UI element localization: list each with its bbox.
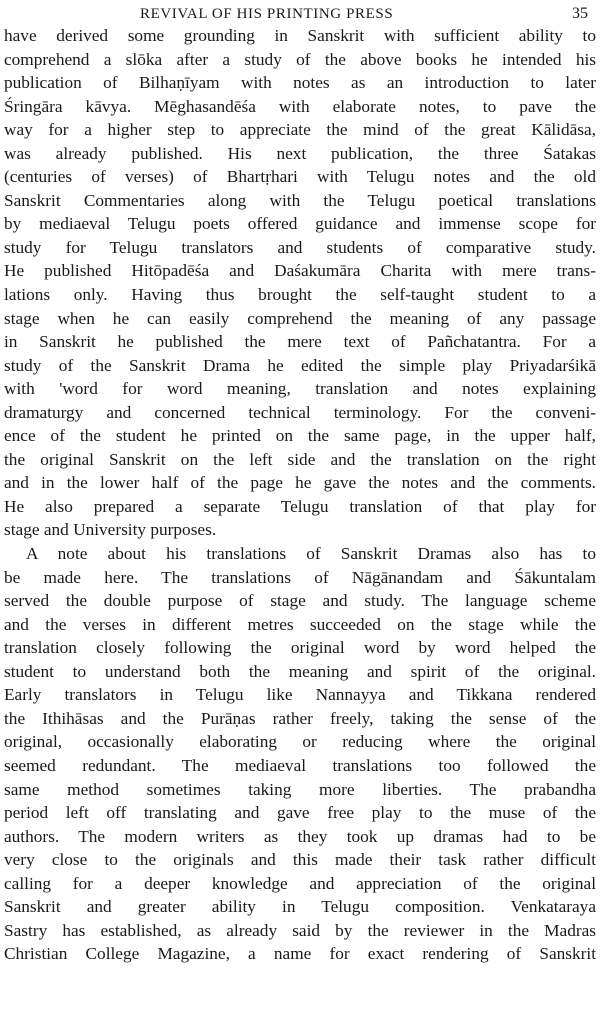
text-line: calling for a deeper knowledge and appreciation of the original bbox=[4, 873, 596, 893]
paragraph-end-line: stage and University purposes. bbox=[4, 520, 217, 540]
text-line: with 'word for word meaning, translation and notes explaining bbox=[4, 379, 596, 399]
text-line: original, occasionally elaborating or reducing where the original bbox=[4, 732, 596, 752]
text-line: Sastry has established, as already said by the reviewer in the Madras bbox=[4, 920, 596, 940]
body-text bbox=[4, 24, 596, 966]
paragraph-start-line: A note about his translations of Sanskrit Dramas also has to bbox=[26, 544, 596, 564]
text-line: Sanskrit and greater ability in Telugu composition. Venkataraya bbox=[4, 897, 596, 917]
text-line: Early translators in Telugu like Nannayya and Tikkana rendered bbox=[4, 685, 596, 705]
text-line: the original Sanskrit on the left side and the translation on the right bbox=[4, 449, 596, 469]
running-header bbox=[0, 4, 600, 26]
text-line: student to understand both the meaning and spirit of the original. bbox=[4, 661, 596, 681]
text-line: Śringāra kāvya. Mēghasandēśa with elaborate notes, to pave the bbox=[4, 96, 596, 116]
chapter-title: REVIVAL OF HIS PRINTING PRESS bbox=[140, 6, 394, 22]
text-line: the Ithihāsas and the Purāṇas rather freely, taking the sense of the bbox=[4, 708, 596, 728]
text-line: lations only. Having thus brought the self-taught student to a bbox=[4, 285, 596, 305]
text-line: be made here. The translations of Nāgānandam and Śākuntalam bbox=[4, 567, 596, 587]
text-line: served the double purpose of stage and study. The language scheme bbox=[4, 591, 596, 611]
text-line: in Sanskrit he published the mere text of Pañchatantra. For a bbox=[4, 332, 596, 352]
text-line: seemed redundant. The mediaeval translations too followed the bbox=[4, 755, 596, 775]
text-line: (centuries of verses) of Bhartṛhari with Telugu notes and the old bbox=[4, 167, 596, 187]
text-line: and in the lower half of the page he gave the notes and the comments. bbox=[4, 473, 596, 493]
text-line: He published Hitōpadēśa and Daśakumāra Charita with mere trans- bbox=[4, 261, 596, 281]
text-line: study of the Sanskrit Drama he edited the simple play Priyadarśikā bbox=[4, 355, 596, 375]
text-line: period left off translating and gave free play to the muse of the bbox=[4, 803, 596, 823]
text-line: Sanskrit Commentaries along with the Telugu poetical translations bbox=[4, 190, 596, 210]
page-number: 35 bbox=[572, 5, 588, 22]
text-line: ence of the student he printed on the same page, in the upper half, bbox=[4, 426, 596, 446]
text-line: was already published. His next publication, the three Śatakas bbox=[4, 143, 596, 163]
text-line: stage when he can easily comprehend the meaning of any passage bbox=[4, 308, 596, 328]
text-line: authors. The modern writers as they took up dramas had to be bbox=[4, 826, 596, 846]
text-line: comprehend a slōka after a study of the above books he intended his bbox=[4, 49, 596, 69]
text-line: same method sometimes taking more liberties. The prabandha bbox=[4, 779, 596, 799]
text-line: and the verses in different metres succeeded on the stage while the bbox=[4, 614, 596, 634]
text-line: publication of Bilhaṇīyam with notes as an introduction to later bbox=[4, 73, 596, 93]
text-line: Christian College Magazine, a name for exact rendering of Sanskrit bbox=[4, 944, 596, 964]
text-line: way for a higher step to appreciate the mind of the great Kālidāsa, bbox=[4, 120, 596, 140]
text-line: study for Telugu translators and students of comparative study. bbox=[4, 237, 596, 257]
text-line: dramaturgy and concerned technical terminology. For the conveni- bbox=[4, 402, 596, 422]
text-line: have derived some grounding in Sanskrit with sufficient ability to bbox=[4, 26, 596, 45]
text-line: very close to the originals and this made their task rather difficult bbox=[4, 850, 596, 870]
text-line: translation closely following the original word by word helped the bbox=[4, 638, 596, 658]
text-line: He also prepared a separate Telugu translation of that play for bbox=[4, 496, 596, 516]
text-line: by mediaeval Telugu poets offered guidance and immense scope for bbox=[4, 214, 596, 234]
